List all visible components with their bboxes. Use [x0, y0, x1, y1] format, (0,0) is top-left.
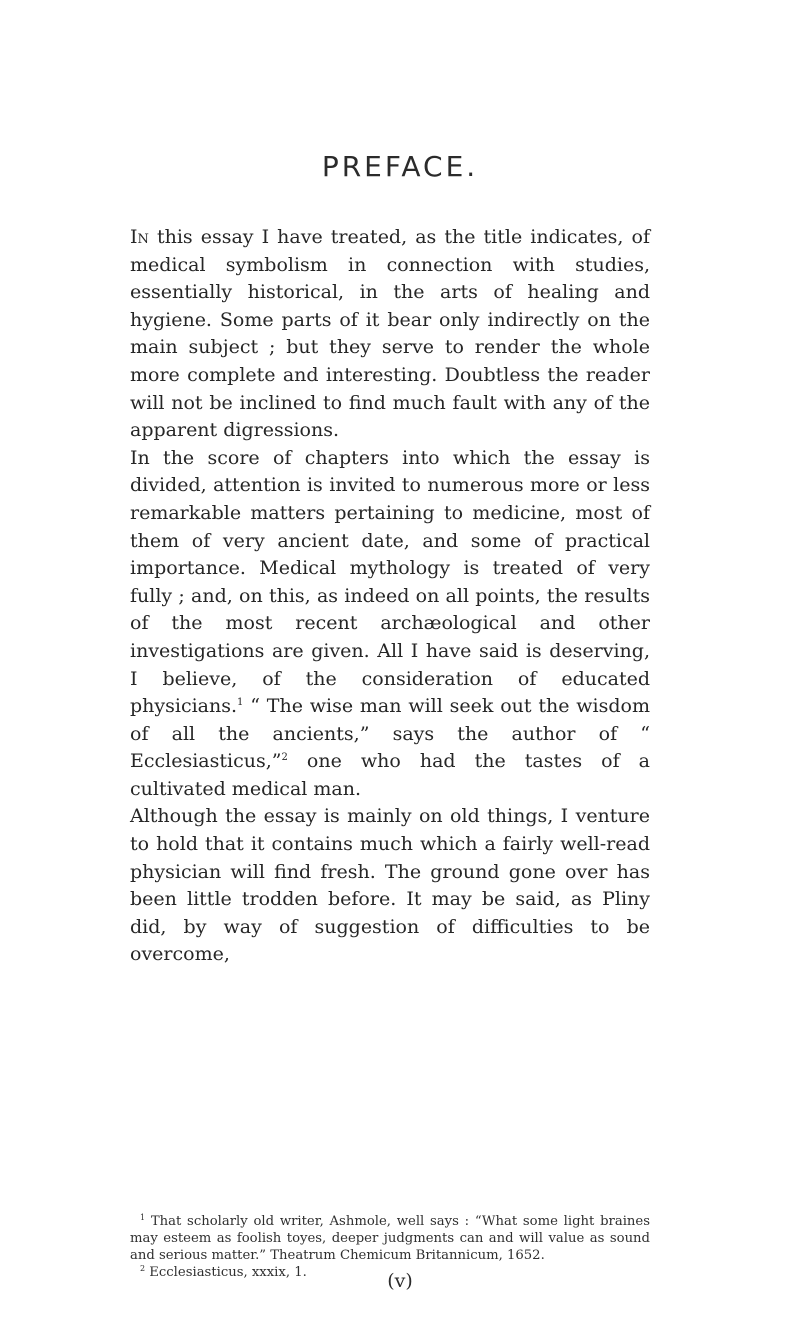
paragraph-2-text-a: In the score of chapters into which the essay is divided, attention is invited to numerous more or less remarkable matters pertaining to medicine, most of them of very ancient date, and some of practical importance. Medical mythology is treated of very fully ; and, on this, as indeed on all points, the results of the most recent archæological and other investigations are given. All I have said is deserving, I believe, of the consideration of educated physicians. — [130, 446, 650, 718]
paragraph-1 — [130, 224, 650, 445]
paragraph-1-text: this essay I have treated, as the title indicates, of medical symbolism in connection with studies, essentially historical, in the arts of healing and hygiene. Some parts of it bear only indirectly on the main subject ; but they serve to render the whole more complete and interesting. Doubtless the reader will not be inclined to find much fault with any of the apparent digressions. — [130, 226, 650, 442]
footnote-ref-1: 1 — [237, 697, 244, 709]
paragraph-2-text-b: “ The wise man will seek out the wisdom of all the ancients,” says the author of “ Ecclesiasticus,” — [130, 695, 650, 773]
footnote-2-text: Ecclesiasticus, xxxix, 1. — [145, 1265, 307, 1280]
paragraph-2 — [130, 445, 650, 804]
page-number: (v) — [387, 1270, 413, 1292]
paragraph-1-opening-word: In — [130, 226, 149, 248]
body-text — [130, 224, 650, 969]
footnote-1-text: That scholarly old writer, Ashmole, well says : “What some light braines may esteem as foolish toyes, deeper judgments can and will value as sound and serious matter.” Theatrum Chemicum Britannicum, 1652. — [130, 1214, 650, 1263]
footnote-ref-2: 2 — [281, 752, 288, 764]
page-title: PREFACE. — [321, 150, 479, 183]
footnote-2-mark: 2 — [140, 1264, 146, 1273]
footnote-1-mark: 1 — [140, 1213, 146, 1222]
paragraph-3 — [130, 803, 650, 969]
footnote-1 — [130, 1213, 650, 1264]
paragraph-3-text: Although the essay is mainly on old things, I venture to hold that it contains much which a fairly well-read physician will find fresh. The ground gone over has been little trodden before. It may be said, as Pliny did, by way of suggestion of difficulties to be overcome, — [130, 805, 650, 966]
paragraph-2-text-c: one who had the tastes of a cultivated medical man. — [130, 750, 650, 800]
